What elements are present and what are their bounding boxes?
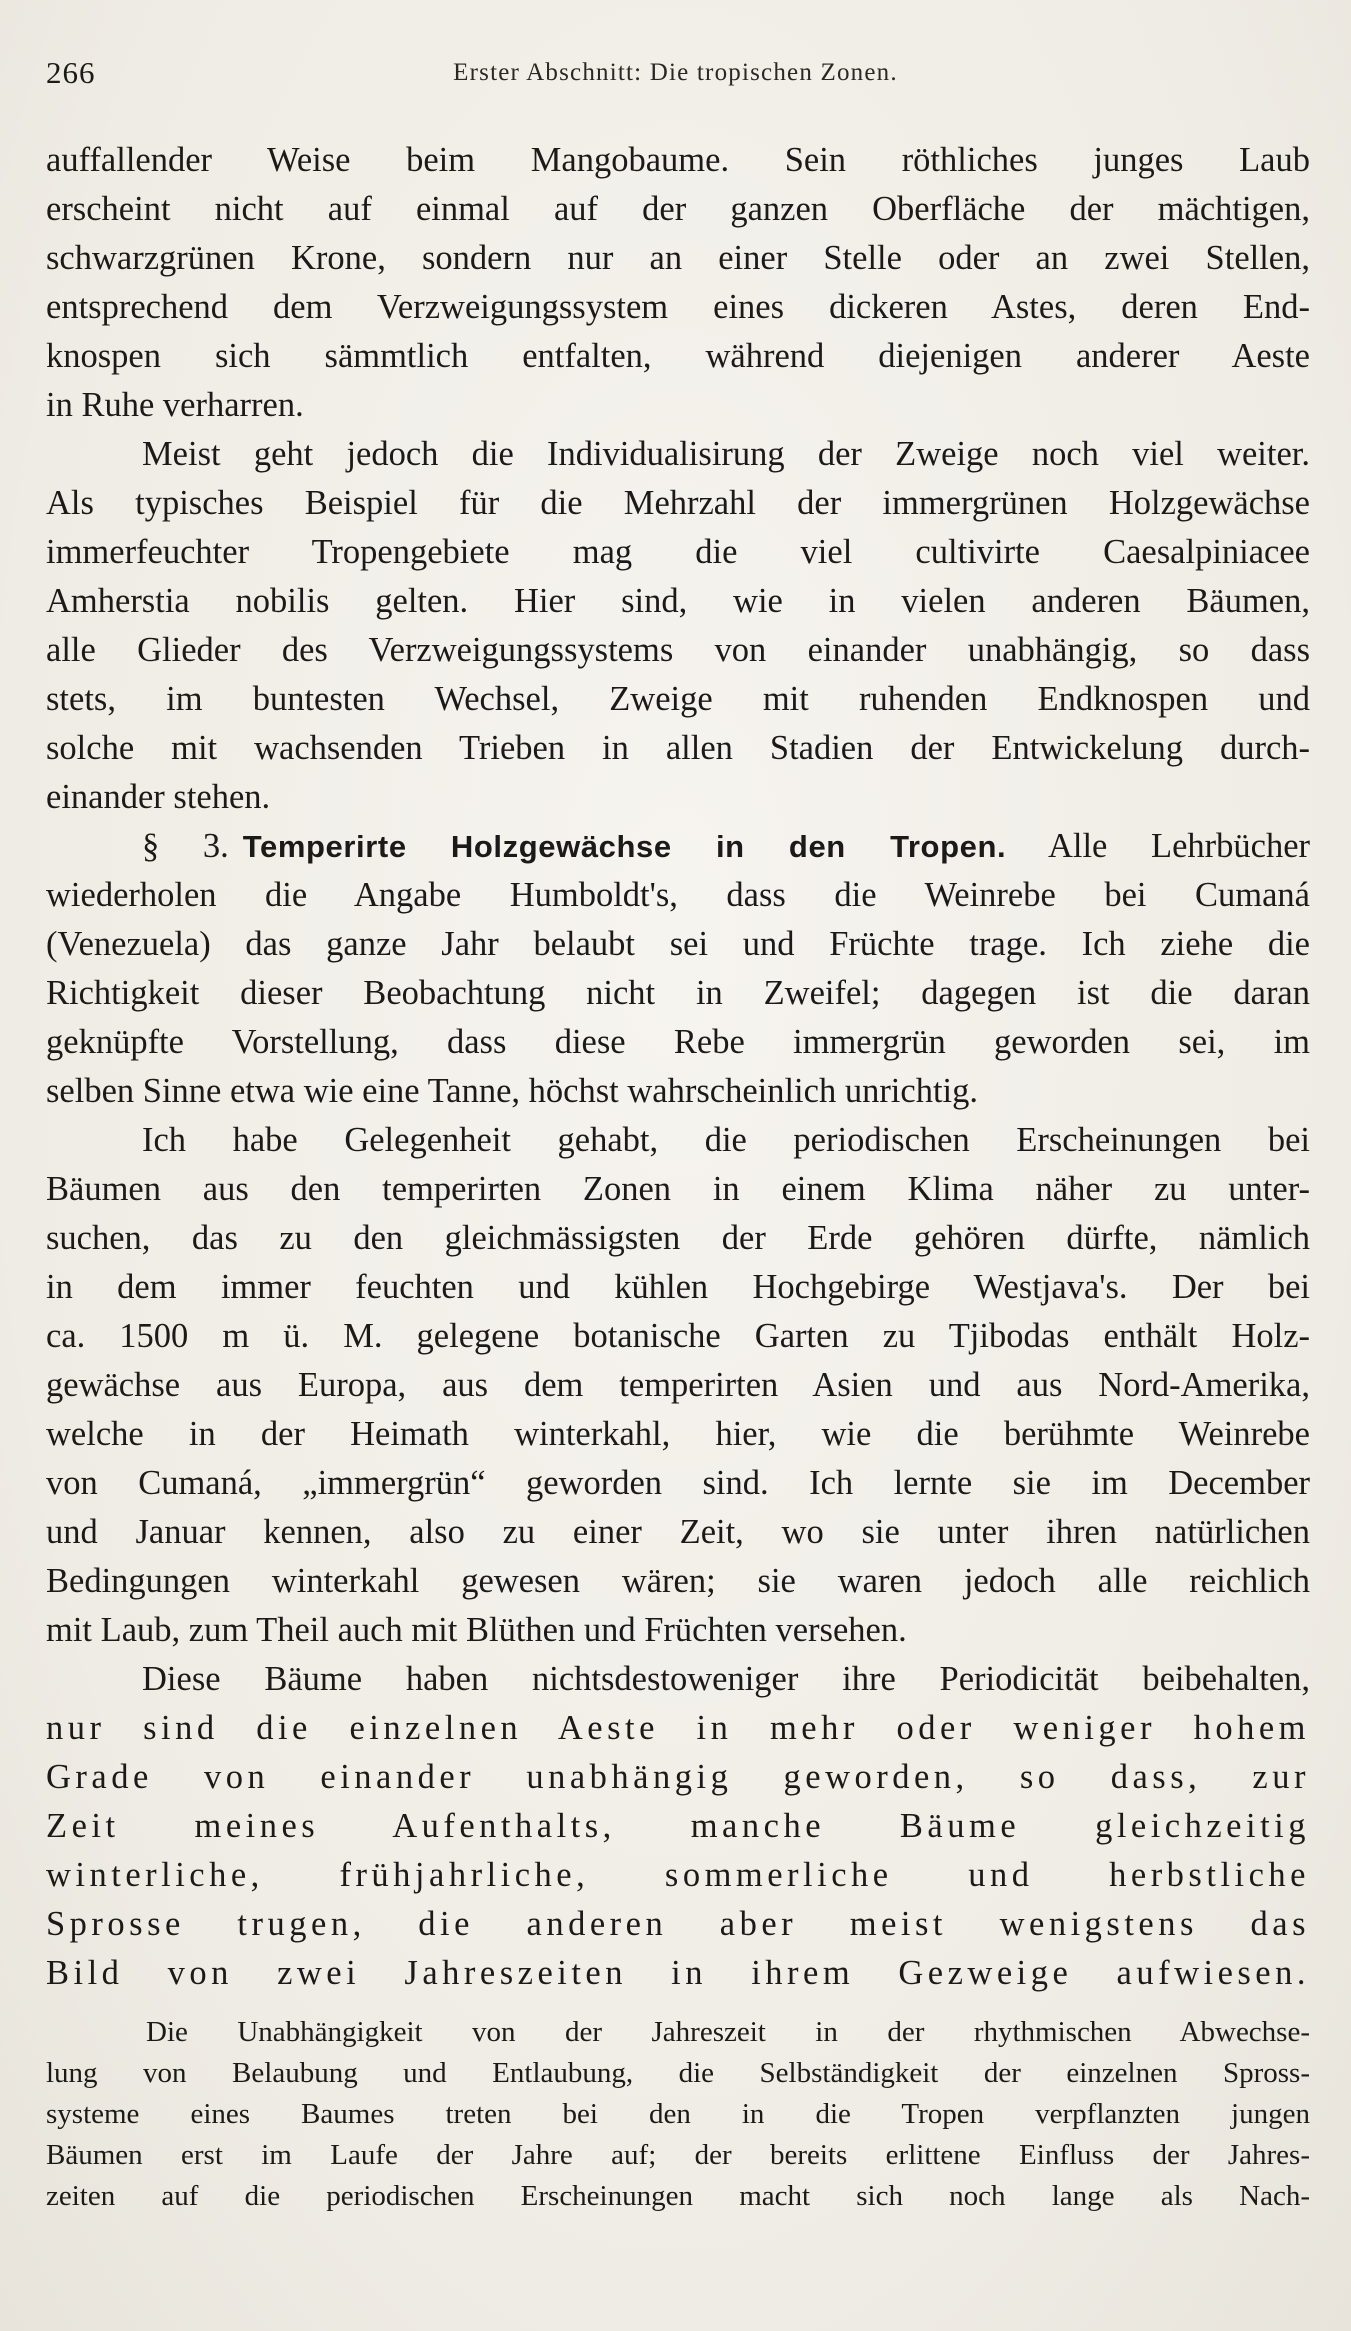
spaced-text-line: Grade von einander unabhängig geworden, so dass, zur (46, 1758, 1310, 1796)
text-line: Amherstia nobilis gelten. Hier sind, wie in vielen anderen Bäumen, (46, 582, 1310, 620)
text-line: entsprechend dem Verzweigungssystem eines dickeren Astes, deren End- (46, 288, 1310, 326)
text-line: Bedingungen winterkahl gewesen wären; sie waren jedoch alle reichlich (46, 1562, 1310, 1600)
section-heading-line (46, 822, 1310, 871)
text-line: knospen sich sämmtlich entfalten, während diejenigen anderer Aeste (46, 337, 1310, 375)
text-line: Diese Bäume haben nichtsdestoweniger ihre Periodicität beibehalten, (142, 1660, 1310, 1698)
footnote-line: Die Unabhängigkeit von der Jahreszeit in der rhythmischen Abwechse- (146, 2016, 1310, 2048)
text-line: mit Laub, zum Theil auch mit Blüthen und Früchten versehen. (46, 1611, 907, 1649)
text-line: suchen, das zu den gleichmässigsten der Erde gehören dürfte, nämlich (46, 1219, 1310, 1257)
text-line: Richtigkeit dieser Beobachtung nicht in Zweifel; dagegen ist die daran (46, 974, 1310, 1012)
text-line: auffallender Weise beim Mangobaume. Sein röthliches junges Laub (46, 141, 1310, 179)
text-line: Bäumen aus den temperirten Zonen in einem Klima näher zu unter- (46, 1170, 1310, 1208)
text-line: stets, im buntesten Wechsel, Zweige mit ruhenden Endknospen und (46, 680, 1310, 718)
text-line: welche in der Heimath winterkahl, hier, wie die berühmte Weinrebe (46, 1415, 1310, 1453)
text-line: in Ruhe verharren. (46, 386, 304, 424)
footnote-line: systeme eines Baumes treten bei den in die Tropen verpflanzten jungen (46, 2098, 1310, 2130)
spaced-text-line: Zeit meines Aufenthalts, manche Bäume gleichzeitig (46, 1807, 1310, 1845)
spaced-text-line: nur sind die einzelnen Aeste in mehr oder weniger hohem (46, 1709, 1310, 1747)
section-title: Temperirte Holzgewächse in den Tropen. (242, 829, 1007, 864)
spaced-text-line: winterliche, frühjahrliche, sommerliche und herbstliche (46, 1856, 1310, 1894)
text-line: erscheint nicht auf einmal auf der ganzen Oberfläche der mächtigen, (46, 190, 1310, 228)
text-line: in dem immer feuchten und kühlen Hochgebirge Westjava's. Der bei (46, 1268, 1310, 1306)
running-head: Erster Abschnitt: Die tropischen Zonen. (453, 59, 898, 86)
text-line: von Cumaná, „immergrün“ geworden sind. Ich lernte sie im December (46, 1464, 1310, 1502)
spaced-text-line: Bild von zwei Jahreszeiten in ihrem Gezweige aufwiesen. (46, 1954, 1310, 1992)
text-line: wiederholen die Angabe Humboldt's, dass die Weinrebe bei Cumaná (46, 876, 1310, 914)
text-line: und Januar kennen, also zu einer Zeit, wo sie unter ihren natürlichen (46, 1513, 1310, 1551)
page-header (46, 55, 1305, 95)
text-line: alle Glieder des Verzweigungssystems von einander unabhängig, so dass (46, 631, 1310, 669)
spaced-text-line: Sprosse trugen, die anderen aber meist wenigstens das (46, 1905, 1310, 1943)
text-line: selben Sinne etwa wie eine Tanne, höchst wahrscheinlich unrichtig. (46, 1072, 979, 1110)
text-line: gewächse aus Europa, aus dem temperirten Asien und aus Nord-Amerika, (46, 1366, 1310, 1404)
text-line: schwarzgrünen Krone, sondern nur an einer Stelle oder an zwei Stellen, (46, 239, 1310, 277)
text-line: Meist geht jedoch die Individualisirung der Zweige noch viel weiter. (142, 435, 1310, 473)
footnote-line: lung von Belaubung und Entlaubung, die Selbständigkeit der einzelnen Spross- (46, 2057, 1310, 2089)
page-number: 266 (46, 55, 96, 90)
text-line: einander stehen. (46, 778, 271, 816)
text-line: Als typisches Beispiel für die Mehrzahl der immergrünen Holzgewächse (46, 484, 1310, 522)
text-line: immerfeuchter Tropengebiete mag die viel cultivirte Caesalpiniacee (46, 533, 1310, 571)
footnote-block (46, 2012, 1310, 2217)
text-line: solche mit wachsenden Trieben in allen Stadien der Entwickelung durch- (46, 729, 1310, 767)
section-mark: § 3. (142, 827, 229, 865)
footnote-line: Bäumen erst im Laufe der Jahre auf; der bereits erlittene Einfluss der Jahres- (46, 2139, 1310, 2171)
text-line: ca. 1500 m ü. M. gelegene botanische Garten zu Tjibodas enthält Holz- (46, 1317, 1310, 1355)
text-line: geknüpfte Vorstellung, dass diese Rebe immergrün geworden sei, im (46, 1023, 1310, 1061)
main-text (46, 136, 1310, 1998)
text-fragment: Alle Lehrbücher (1047, 827, 1310, 865)
footnote-line: zeiten auf die periodischen Erscheinungen macht sich noch lange als Nach- (46, 2180, 1310, 2212)
text-line: Ich habe Gelegenheit gehabt, die periodischen Erscheinungen bei (142, 1121, 1310, 1159)
text-line: (Venezuela) das ganze Jahr belaubt sei und Früchte trage. Ich ziehe die (46, 925, 1310, 963)
